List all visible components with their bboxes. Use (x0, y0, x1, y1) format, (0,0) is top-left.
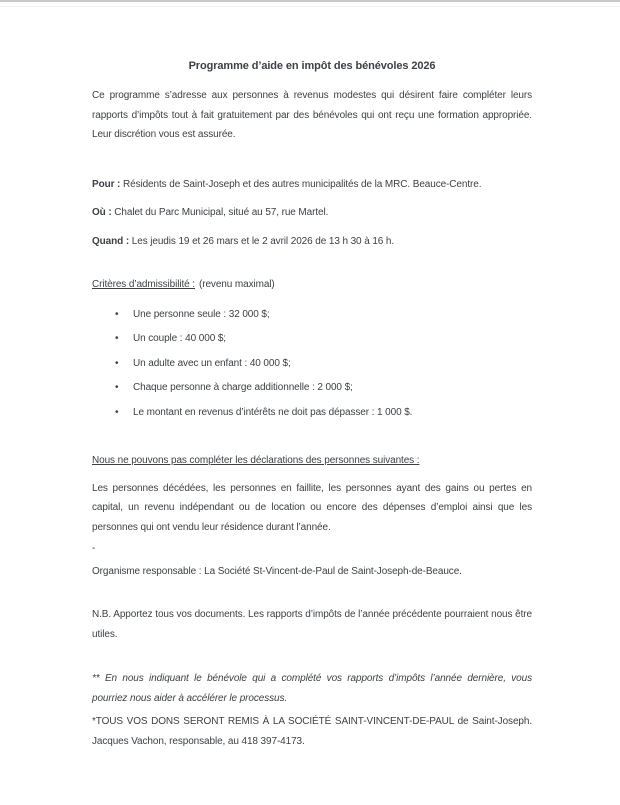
dash-line: - (92, 543, 96, 554)
exclusions-heading: Nous ne pouvons pas compléter les déclarations des personnes suivantes : (92, 455, 420, 466)
organizer-text: La Société St-Vincent-de-Paul de Saint-Joseph-de-Beauce. (204, 565, 462, 577)
list-item (92, 403, 532, 423)
criteria-heading-line (92, 275, 532, 295)
window-top-border (0, 0, 620, 2)
list-item (92, 354, 532, 374)
criteria-heading-note: (revenu maximal) (199, 279, 275, 290)
donation-paragraph (92, 712, 532, 751)
organizer-label: Organisme responsable : (92, 565, 202, 577)
detail-label-quand: Quand : (92, 235, 130, 247)
document-page (0, 7, 620, 751)
detail-line-quand (92, 232, 532, 252)
organizer-line (92, 562, 532, 582)
criteria-item-text: Une personne seule : 32 000 $; (133, 308, 270, 320)
footnote-italic-paragraph: ** En nous indiquant le bénévole qui a complété vos rapports d’impôts l’année dernière, vous pourriez nous aider à accélérer le processus. (92, 673, 532, 704)
list-item (92, 329, 532, 349)
detail-text-pour: Résidents de Saint-Joseph et des autres municipalités de la MRC. Beauce-Centre. (122, 178, 482, 190)
criteria-item-text: Un couple : 40 000 $; (133, 333, 226, 344)
intro-paragraph: Ce programme s’adresse aux personnes à revenus modestes qui désirent faire compléter leurs rapports d’impôts tout à fait gratuitement par des bénévoles qui ont reçu une formation appropriée. Leur discrétion vous est assurée. (92, 90, 532, 140)
criteria-heading: Critères d’admissibilité : (92, 279, 195, 290)
donation-caps-text: *TOUS VOS DONS SERONT REMIS À LA SOCIÉTÉ SAINT-VINCENT-DE-PAUL (92, 716, 454, 727)
document-title: Programme d’aide en impôt des bénévoles 2026 (188, 60, 436, 72)
detail-text-ou: Chalet du Parc Municipal, situé au 57, rue Martel. (114, 207, 329, 218)
detail-text-quand: Les jeudis 19 et 26 mars et le 2 avril 2026 de 13 h 30 à 16 h. (131, 235, 395, 247)
detail-line-pour (92, 175, 532, 195)
bullet-icon: • (115, 357, 119, 369)
criteria-item-text: Chaque personne à charge additionnelle : 2 000 $; (133, 382, 353, 393)
exclusions-heading-line (92, 451, 532, 471)
detail-label-ou: Où : (92, 207, 112, 218)
list-item (92, 305, 532, 325)
nb-paragraph: N.B. Apportez tous vos documents. Les rapports d’impôts de l’année précédente pourraient nous être utiles. (92, 609, 532, 640)
criteria-list (92, 305, 532, 423)
detail-label-pour: Pour : (92, 178, 121, 190)
criteria-item-text: Le montant en revenus d’intérêts ne doit pas dépasser : 1 000 $. (133, 406, 413, 418)
donation-rest-text: de Saint-Joseph. Jacques Vachon, responsable, au 418 397-4173. (92, 716, 533, 747)
criteria-item-text: Un adulte avec un enfant : 40 000 $; (133, 357, 291, 369)
bullet-icon: • (115, 333, 119, 344)
list-item (92, 378, 532, 398)
bullet-icon: • (115, 382, 119, 393)
exclusions-paragraph: Les personnes décédées, les personnes en faillite, les personnes ayant des gains ou pertes en capital, un revenu indépendant ou de location ou encore des dépenses d’emploi ainsi que les personnes qui ont vendu leur résidence durant l’année. (92, 482, 532, 533)
bullet-icon: • (115, 308, 119, 320)
detail-line-ou (92, 203, 532, 223)
bullet-icon: • (115, 406, 119, 418)
